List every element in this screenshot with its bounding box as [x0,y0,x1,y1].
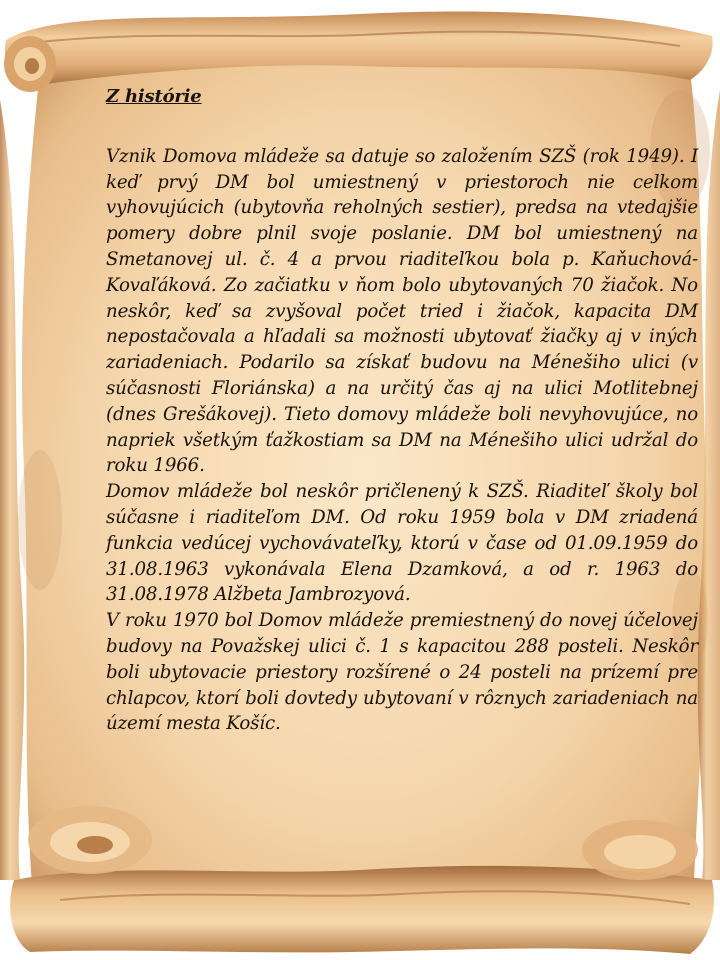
paragraph: Domov mládeže bol neskôr pričlenený k SZŠ. Riaditeľ školy bol súčasne i riaditeľom DM. Od roku 1959 bola v DM zriadená funkcia vedúcej vychovávateľky, ktorú v čase od 01.09.1959 do 31.08.1963 vykonávala Elena Dzamková, a od r. 1963 do 31.08.1978 Alžbeta Jambrozyová. [106,481,698,606]
paragraph: Vznik Domova mládeže sa datuje so založením SZŠ (rok 1949). I keď prvý DM bol umiestnený v priestoroch nie celkom vyhovujúcich (ubytovňa reholných sestier), predsa na vtedajšie pomery dobre plnil svoje poslanie. DM bol umiestnený na Smetanovej ul. č. 4 a prvou riaditeľkou bola p. Kaňuchová-Kovaľáková. Zo začiatku v ňom bolo ubytovaných 70 žiačok. No neskôr, keď sa zvyšoval počet tried i žiačok, kapacita DM nepostačovala a hľadali sa možnosti ubytovať žiačky aj v iných zariadeniach. Podarilo sa získať budovu na Ménešiho ulici (v súčasnosti Floriánska) a na určitý čas aj na ulici Motlitebnej (dnes Grešákovej). Tieto domovy mládeže boli nevyhovujúce, no napriek všetkým ťažkostiam sa DM na Ménešiho ulici udržal do roku 1966. [106,145,698,477]
document-text [106,84,698,737]
page-title: Z histórie [106,86,202,107]
paragraph: V roku 1970 bol Domov mládeže premiestnený do novej účelovej budovy na Považskej ulici č. 1 s kapacitou 288 posteli. Neskôr boli ubytovacie priestory rozšírené o 24 posteli na prízemí pre chlapcov, ktorí boli dovtedy ubytovaní v rôznych zariadeniach na území mesta Košíc. [106,610,698,735]
